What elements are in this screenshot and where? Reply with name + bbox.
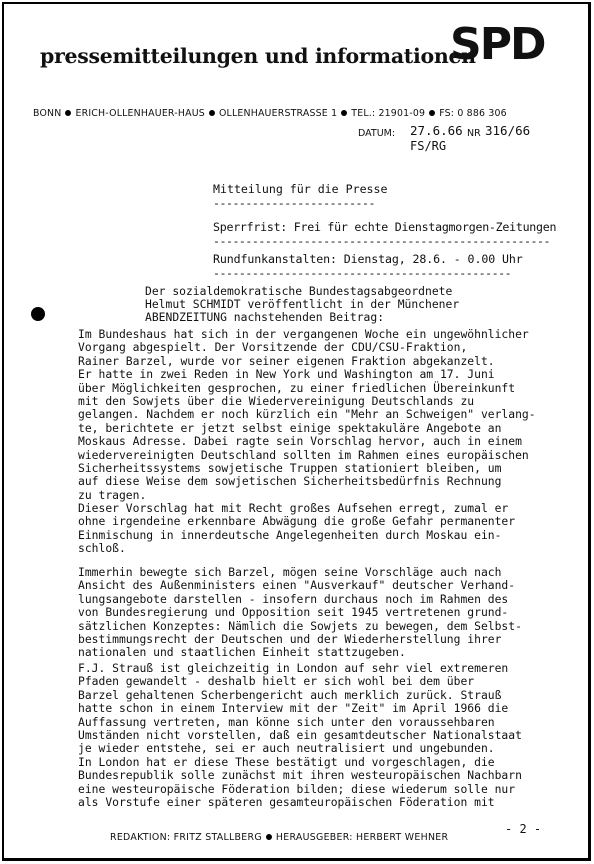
text-line: Auffassung vertreten, man könne sich unter den voraussehbaren	[78, 714, 495, 729]
text-line: Vorgang abgespielt. Der Vorsitzende der CDU/CSU-Fraktion,	[78, 340, 468, 355]
punch-hole	[31, 307, 45, 321]
text-line: von Bundesregierung und Opposition seit 1945 vertretenen grund-	[78, 605, 509, 620]
text-line: te, berichtete er jetzt selbst einige spektakuläre Angebote an	[78, 420, 502, 435]
sperrfrist: Sperrfrist: Frei für echte Dienstagmorgen-Zeitungen	[213, 220, 557, 234]
text-line: ohne irgendeine erkennbare Abwägung die große Gefahr permanenter	[78, 514, 516, 529]
address-city: BONN	[33, 108, 62, 119]
text-line: als Vorstufe einer späteren gesamteuropäischen Föderation mit	[78, 795, 495, 810]
bullet-icon	[266, 834, 272, 840]
paragraph-3	[78, 566, 522, 660]
text-line: auf diese Weise dem sowjetischen Sicherheitsbedürfnis Rechnung	[78, 474, 502, 489]
text-line: wiedervereinigten Deutschland sollten im Rahmen eines europäischen	[78, 447, 529, 462]
text-line: Pfaden gewandelt - deshalb hielt er sich wohl bei dem über	[78, 674, 475, 689]
address-building: ERICH-OLLENHAUER-HAUS	[75, 108, 205, 119]
text-line: Einmischung in innerdeutsche Angelegenheiten durch Moskau ein-	[78, 527, 502, 542]
masthead-title: pressemitteilungen und informationen	[40, 44, 476, 68]
datum-value: 27.6.66	[410, 123, 463, 138]
address-phone: TEL.: 21901-09	[351, 108, 426, 119]
text-line: Sicherheitssystems sowjetische Truppen stationiert bleiben, um	[78, 461, 502, 476]
footer-line	[110, 832, 448, 843]
address-line	[33, 108, 507, 119]
bullet-icon	[341, 110, 347, 116]
text-line: In London hat er diese These bestätigt und vorgeschlagen, die	[78, 754, 495, 769]
text-line: über Möglichkeiten gesprochen, zu einer friedlichen Übereinkunft	[78, 380, 516, 395]
spd-logo: SPD	[450, 19, 545, 70]
nr-label: NR	[467, 128, 481, 139]
text-line: Er hatte in zwei Reden in New York und Washington am 17. Juni	[78, 367, 495, 382]
text-line: Dieser Vorschlag hat mit Recht großes Aufsehen erregt, zumal er	[78, 501, 509, 515]
paragraph-4	[78, 662, 522, 809]
text-line: lungsangebote darstellen - insofern durchaus noch im Rahmen des	[78, 591, 509, 606]
rundfunk-notice: Rundfunkanstalten: Dienstag, 28.6. - 0.00 Uhr	[213, 252, 523, 266]
nr-value: 316/66	[485, 123, 531, 138]
paragraph-2	[78, 502, 515, 556]
text-line: schloß.	[78, 541, 126, 556]
text-line: Immerhin bewegte sich Barzel, mögen seine Vorschläge auch nach	[78, 565, 502, 579]
text-line: eine westeuropäische Föderation bilden; diese wiederum solle nur	[78, 781, 516, 796]
text-line: Moskaus Adresse. Dabei ragte sein Vorschlag hervor, auch in einem	[78, 434, 522, 449]
text-line: Rainer Barzel, wurde vor seiner eigenen Fraktion abgekanzelt.	[78, 353, 495, 368]
text-line: hatte schon in einem Interview mit der "Zeit" im April 1966 die	[78, 701, 509, 716]
bullet-icon	[429, 110, 435, 116]
datum-label: DATUM:	[358, 128, 396, 139]
text-line: bestimmungsrecht der Deutschen und der Wiederherstellung ihrer	[78, 632, 502, 647]
footer-herausgeber: HERAUSGEBER: HERBERT WEHNER	[275, 832, 449, 843]
text-line: zu tragen.	[78, 487, 147, 502]
text-line: je wieder entstehe, sei er auch neutralisiert und ungebunden.	[78, 741, 495, 756]
text-line: F.J. Strauß ist gleichzeitig in London auf sehr viel extremeren	[78, 661, 509, 675]
intro-line: ABENDZEITUNG nachstehenden Beitrag:	[145, 310, 385, 325]
text-line: sätzlichen Konzeptes: Nämlich die Sowjets zu bewegen, dem Selbst-	[78, 618, 522, 633]
intro-line: Helmut SCHMIDT veröffentlicht in der Münchener	[145, 297, 460, 312]
text-line: Bundesrepublik solle zunächst mit ihren westeuropäischen Nachbarn	[78, 768, 522, 783]
reference-code: FS/RG	[410, 139, 447, 153]
text-line: Ansicht des Außenministers einen "Ausverkauf" deutscher Verhand-	[78, 578, 516, 593]
address-telex: FS: 0 886 306	[439, 108, 507, 119]
footer-redaktion: REDAKTION: FRITZ STALLBERG	[110, 832, 262, 843]
text-line: Umständen nicht vorstellen, daß ein gesamtdeutscher Nationalstaat	[78, 728, 522, 743]
notice-title: Mitteilung für die Presse	[213, 182, 388, 196]
divider-3: ----------------------------------------------	[213, 266, 512, 280]
text-line: Barzel gehaltenen Scherbengericht auch merklich zurück. Strauß	[78, 687, 502, 702]
divider-1: -------------------------	[213, 196, 376, 210]
address-street: OLLENHAUERSTRASSE 1	[218, 108, 338, 119]
page-continuation: - 2 -	[505, 822, 542, 836]
text-line: nationalen und staatlichen Einheit stattzugeben.	[78, 645, 406, 660]
bullet-icon	[209, 110, 215, 116]
intro-line: Der sozialdemokratische Bundestagsabgeordnete	[145, 284, 453, 298]
text-line: Im Bundeshaus hat sich in der vergangenen Woche ein ungewöhnlicher	[78, 327, 529, 341]
paragraph-1	[78, 328, 536, 502]
text-line: gelangen. Nachdem er noch kürzlich ein "Mehr an Schweigen" verlang-	[78, 407, 536, 422]
intro-block	[145, 285, 459, 325]
bullet-icon	[65, 110, 71, 116]
divider-2: ----------------------------------------------------	[213, 234, 550, 248]
text-line: mit den Sowjets über die Wiedervereinigung Deutschlands zu	[78, 394, 475, 409]
